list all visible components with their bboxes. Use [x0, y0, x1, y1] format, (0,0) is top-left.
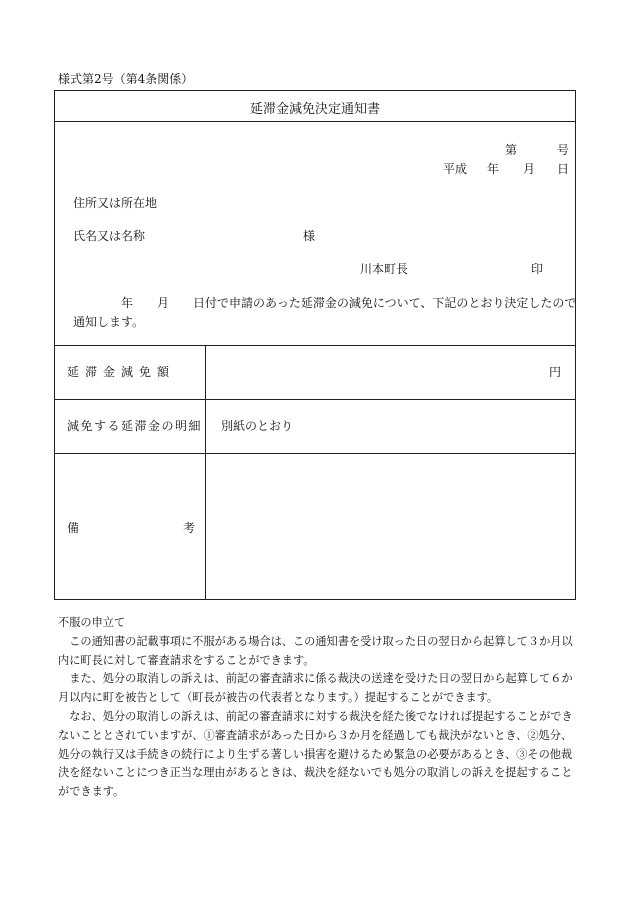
reduction-details-label: 減免する延滞金の明細 [67, 419, 203, 433]
address-label: 住所又は所在地 [73, 196, 158, 210]
number-suffix: 号 [556, 143, 569, 157]
name-label: 氏名又は名称 [73, 229, 146, 243]
title-divider [55, 121, 575, 122]
seal-mark: 印 [531, 262, 544, 276]
remarks-label-left: 備 [67, 521, 80, 535]
appeal-paragraph-1: この通知書の記載事項に不服がある場合は、この通知書を受け取った日の翌日から起算して３か月以内に町長に対して審査請求をすることができます。 [58, 634, 573, 667]
appeal-heading: 不服の申立て [58, 616, 126, 629]
number-prefix: 第 [504, 143, 517, 157]
date-era: 平成 [442, 162, 467, 176]
appeal-notice [58, 614, 578, 802]
date-month: 月 [522, 162, 535, 176]
date-day: 日 [556, 162, 569, 176]
honorific: 様 [303, 229, 316, 243]
reduction-details-value: 別紙のとおり [221, 419, 294, 433]
reduction-amount-unit: 円 [548, 365, 561, 379]
date-year: 年 [486, 162, 499, 176]
notice-form-frame [54, 90, 576, 600]
remarks-label-right: 考 [183, 521, 196, 535]
reduction-amount-label: 延滞金減免額 [67, 365, 176, 379]
appeal-paragraph-3: なお、処分の取消しの訴えは、前記の審査請求に対する裁決を経た後でなければ提起することができないこととされていますが、①審査請求があった日から３か月を経過しても裁決がないとき、②処分、処分の執行又は手続きの続行により生ずる著しい損害を避けるため緊急の必要があるとき、③その他裁決を経ないことにつき正当な理由があるときは、裁決を経ないでも処分の取消しの訴えを提起することができます。 [58, 709, 573, 799]
issuer-title: 川本町長 [360, 262, 409, 276]
body-text-line-1: 年 月 日付で申請のあった延滞金の減免について、下記のとおり決定したので [121, 296, 577, 310]
form-number-label: 様式第2号（第4条関係） [58, 72, 194, 86]
appeal-paragraph-2: また、処分の取消しの訴えは、前記の審査請求に係る裁決の送達を受けた日の翌日から起算して６か月以内に町を被告として（町長が被告の代表者となります。）提起することができます。 [58, 672, 573, 705]
document-title: 延滞金減免決定通知書 [249, 102, 380, 117]
row-divider-2 [55, 453, 575, 454]
body-text-line-2: 通知します。 [73, 315, 145, 329]
